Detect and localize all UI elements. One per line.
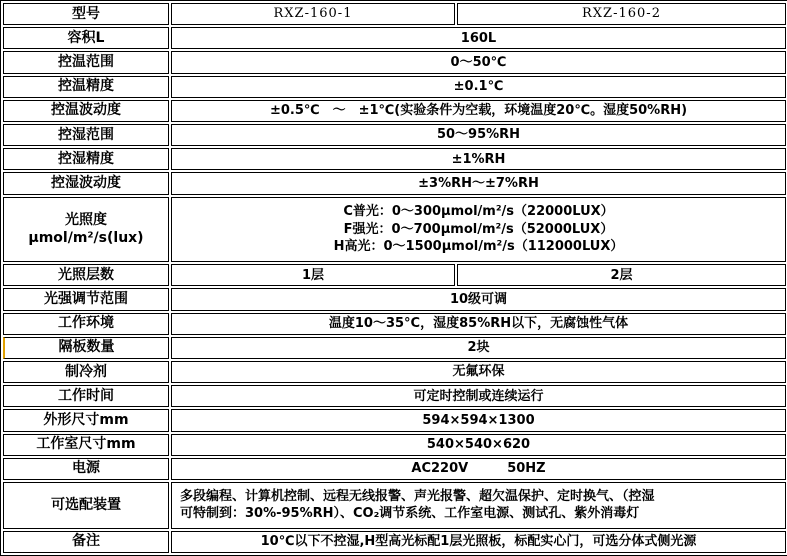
row-humid-range [3, 124, 786, 146]
options-line-1: 多段编程、计算机控制、远程无线报警、声光报警、超欠温保护、定时换气、（控湿 [180, 488, 655, 504]
row-value: 可定时控制或连续运行 [171, 385, 786, 407]
row-value: 10℃以下不控湿,H型高光标配1层光照板，标配实心门，可选分体式侧光源 [171, 531, 786, 553]
row-value [171, 197, 786, 263]
row-humid-precision [3, 148, 786, 170]
row-label: 隔板数量 [3, 337, 169, 359]
row-label: 控湿范围 [3, 124, 169, 146]
row-label: 工作室尺寸mm [3, 434, 169, 456]
row-options [3, 482, 786, 529]
illuminance-f: F强光：0～700μmol/m²/s（52000LUX） [343, 221, 614, 237]
row-label: 型号 [3, 3, 169, 25]
row-value: ±3%RH～±7%RH [171, 172, 786, 194]
illuminance-label: 光照度 [65, 211, 107, 228]
light-layers-2-value: 2层 [457, 264, 786, 286]
row-value: 594×594×1300 [171, 409, 786, 431]
model-1-value: RXZ-160-1 [171, 3, 455, 25]
light-layers-1-value: 1层 [171, 264, 455, 286]
row-label: 控湿精度 [3, 148, 169, 170]
row-value: 温度10～35°C，湿度85%RH以下，无腐蚀性气体 [171, 313, 786, 335]
row-label: 控湿波动度 [3, 172, 169, 194]
row-label: 制冷剂 [3, 361, 169, 383]
row-refrigerant [3, 361, 786, 383]
row-light-layers [3, 264, 786, 286]
row-value: ±1%RH [171, 148, 786, 170]
row-label: 控温范围 [3, 51, 169, 73]
row-value: ±0.1℃ [171, 76, 786, 98]
row-shelves [3, 337, 786, 359]
row-value: 2块 [171, 337, 786, 359]
row-value: 无氟环保 [171, 361, 786, 383]
row-value [171, 482, 786, 529]
row-model [3, 3, 786, 25]
row-label: 光强调节范围 [3, 288, 169, 310]
row-label: 可选配装置 [3, 482, 169, 529]
row-label: 工作时间 [3, 385, 169, 407]
row-value: 540×540×620 [171, 434, 786, 456]
row-illuminance [3, 197, 786, 263]
row-label: 电源 [3, 458, 169, 480]
model-2-value: RXZ-160-2 [457, 3, 786, 25]
row-power [3, 458, 786, 480]
options-line-2: 可特制到：30%-95%RH）、CO₂调节系统、工作室电源、测试孔、紫外消毒灯 [180, 506, 640, 522]
row-volume [3, 27, 786, 49]
row-value: 10级可调 [171, 288, 786, 310]
row-outer-size [3, 409, 786, 431]
row-temp-precision [3, 76, 786, 98]
row-label: 光照层数 [3, 264, 169, 286]
row-value: 0～50℃ [171, 51, 786, 73]
row-environment [3, 313, 786, 335]
row-temp-fluctuation [3, 100, 786, 122]
row-work-time [3, 385, 786, 407]
row-label [3, 197, 169, 263]
row-remarks [3, 531, 786, 553]
row-value: 160L [171, 27, 786, 49]
row-label: 备注 [3, 531, 169, 553]
illuminance-h: H高光：0～1500μmol/m²/s（112000LUX） [333, 239, 624, 255]
row-temp-range [3, 51, 786, 73]
row-label: 工作环境 [3, 313, 169, 335]
row-value: ±0.5℃ ～ ±1℃(实验条件为空载，环境温度20℃。湿度50%RH) [171, 100, 786, 122]
row-value: 50～95%RH [171, 124, 786, 146]
row-light-adjust [3, 288, 786, 310]
row-label: 控温波动度 [3, 100, 169, 122]
illuminance-c: C普光：0～300μmol/m²/s（22000LUX） [343, 204, 614, 220]
row-label: 容积L [3, 27, 169, 49]
row-label: 外形尺寸mm [3, 409, 169, 431]
row-label: 控温精度 [3, 76, 169, 98]
row-humid-fluctuation [3, 172, 786, 194]
illuminance-unit: μmol/m²/s(lux) [28, 230, 144, 247]
row-value: AC220V 50HZ [171, 458, 786, 480]
row-inner-size [3, 434, 786, 456]
